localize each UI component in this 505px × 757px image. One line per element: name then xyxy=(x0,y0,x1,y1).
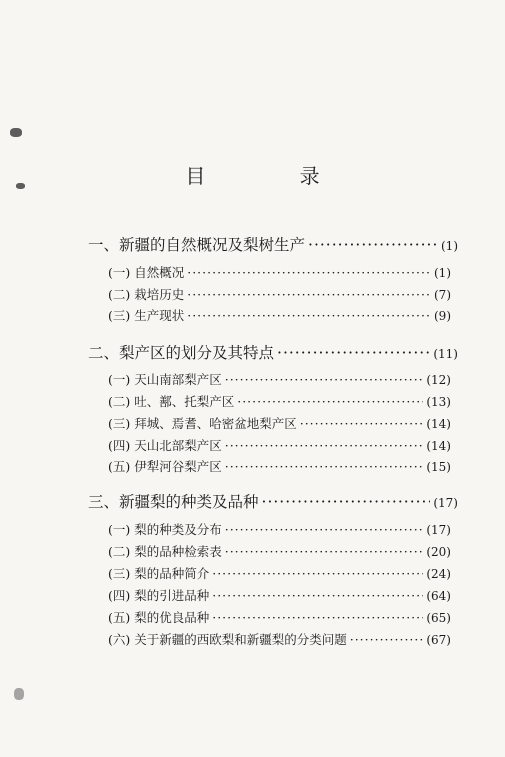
toc-entry-text: (一) 自然概况 xyxy=(108,265,185,280)
toc-page-number: (20) xyxy=(426,545,451,559)
dot-leader xyxy=(262,493,431,511)
toc-page-number: (15) xyxy=(426,460,451,474)
toc-entry-text: (六) 关于新疆的西欧梨和新疆梨的分类问题 xyxy=(108,632,347,647)
toc-page-number: (9) xyxy=(434,309,451,323)
dot-leader xyxy=(308,236,438,254)
dot-leader xyxy=(187,265,431,280)
toc-page-number: (24) xyxy=(426,567,451,581)
toc-page-number: (64) xyxy=(426,589,451,603)
toc-chapter-3 xyxy=(88,490,458,512)
toc-entry-text: (五) 梨的优良品种 xyxy=(108,610,210,625)
toc-entry-text: (四) 天山北部梨产区 xyxy=(108,438,222,453)
toc-section-1-1 xyxy=(108,263,451,281)
toc-chapter-2 xyxy=(88,341,458,363)
dot-leader xyxy=(350,632,424,647)
dot-leader xyxy=(187,287,431,302)
toc-title: 目 录 xyxy=(185,164,364,188)
dot-leader xyxy=(300,416,424,431)
toc-page-number: (7) xyxy=(434,288,451,302)
toc-entry-text: (二) 吐、鄯、托梨产区 xyxy=(108,394,235,409)
toc-section-3-6 xyxy=(108,630,451,648)
toc-page-number: (13) xyxy=(426,395,451,409)
dot-leader xyxy=(225,438,424,453)
toc-page-number: (12) xyxy=(426,373,451,387)
toc-page-number: (1) xyxy=(441,239,458,253)
toc-section-2-1 xyxy=(108,370,451,388)
toc-section-2-2 xyxy=(108,392,451,410)
dot-leader xyxy=(225,459,424,474)
toc-section-2-4 xyxy=(108,436,451,454)
toc-entry-text: 二、梨产区的划分及其特点 xyxy=(88,344,275,362)
toc-entry-text: (二) 梨的品种检索表 xyxy=(108,544,222,559)
toc-page-number: (14) xyxy=(426,439,451,453)
dot-leader xyxy=(212,610,423,625)
dot-leader xyxy=(225,522,424,537)
toc-entry-text: (一) 梨的种类及分布 xyxy=(108,522,222,537)
toc-page-number: (65) xyxy=(426,611,451,625)
toc-entry-text: (三) 拜城、焉耆、哈密盆地梨产区 xyxy=(108,416,297,431)
toc-page-number: (14) xyxy=(426,417,451,431)
toc-section-3-2 xyxy=(108,542,451,560)
toc-entry-text: (一) 天山南部梨产区 xyxy=(108,372,222,387)
dot-leader xyxy=(277,344,430,362)
toc-entry-text: 一、新疆的自然概况及梨树生产 xyxy=(88,236,306,254)
dot-leader xyxy=(212,566,423,581)
toc-section-3-4 xyxy=(108,586,451,604)
toc-entry-text: 三、新疆梨的种类及品种 xyxy=(88,493,259,511)
toc-page-number: (17) xyxy=(426,523,451,537)
dot-leader xyxy=(187,308,431,323)
toc-page-number: (17) xyxy=(433,496,458,510)
toc-entry-text: (五) 伊犁河谷梨产区 xyxy=(108,459,222,474)
toc-page-number: (11) xyxy=(433,347,458,361)
dot-leader xyxy=(212,588,423,603)
toc-entry-text: (三) 梨的品种简介 xyxy=(108,566,210,581)
ink-blot xyxy=(10,128,22,137)
toc-section-1-3 xyxy=(108,306,451,324)
toc-page-number: (67) xyxy=(426,633,451,647)
toc-chapter-1 xyxy=(88,233,458,255)
ink-blot xyxy=(14,688,24,700)
toc-page-number: (1) xyxy=(434,266,451,280)
toc-section-3-5 xyxy=(108,608,451,626)
toc-entry-text: (四) 梨的引进品种 xyxy=(108,588,210,603)
toc-section-2-5 xyxy=(108,457,451,475)
toc-section-2-3 xyxy=(108,414,451,432)
toc-entry-text: (三) 生产现状 xyxy=(108,308,185,323)
toc-section-3-1 xyxy=(108,520,451,538)
dot-leader xyxy=(237,394,423,409)
toc-section-1-2 xyxy=(108,285,451,303)
toc-section-3-3 xyxy=(108,564,451,582)
dot-leader xyxy=(225,372,424,387)
dot-leader xyxy=(225,544,424,559)
toc-entry-text: (二) 栽培历史 xyxy=(108,287,185,302)
